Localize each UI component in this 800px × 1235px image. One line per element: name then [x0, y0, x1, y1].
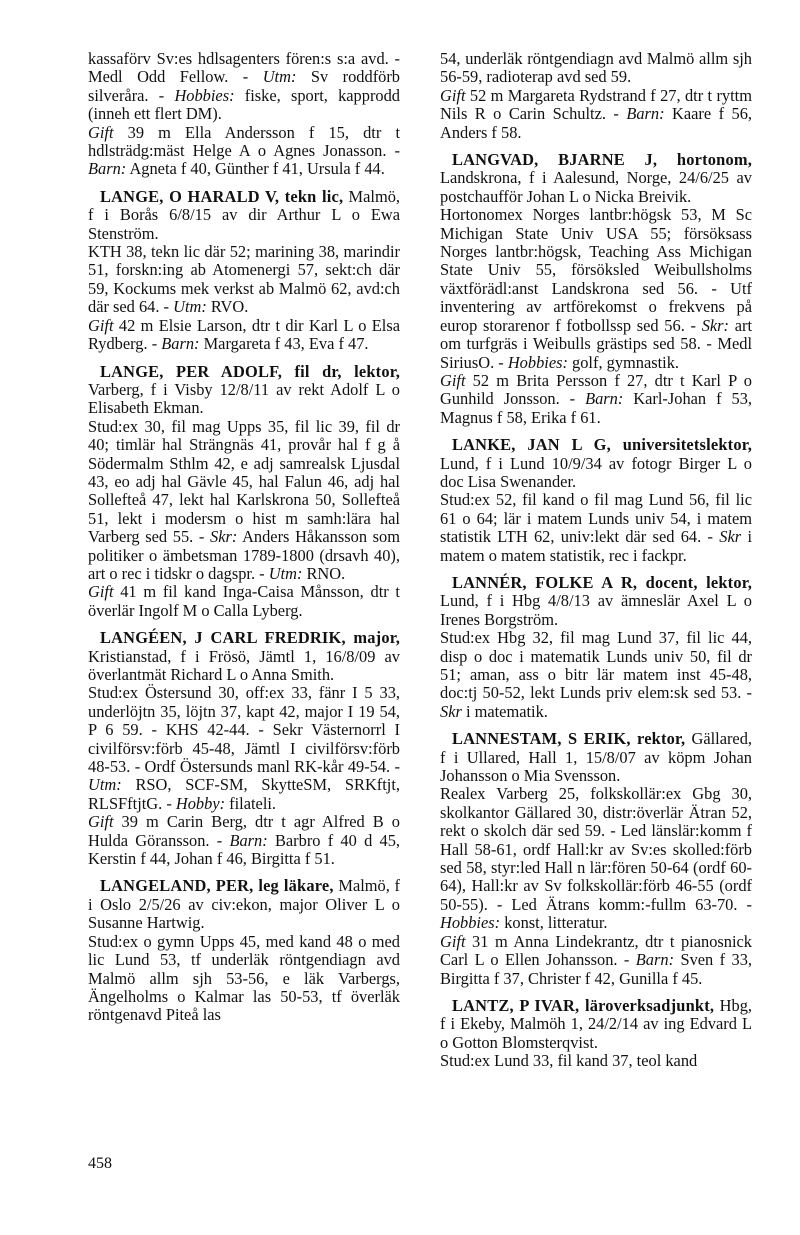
entry-text: fiske, sport, kapprodd (inneh ett flert DM). — [88, 85, 400, 124]
entry-name: LANGVAD, BJARNE J, hortonom, — [452, 150, 752, 170]
entry-text: Stud:ex 52, fil kand o fil mag Lund 56, fil lic 61 o 64; lär i matem Lunds univ 54, i matem statistik LTH 62, univ:lekt där sed 64. - — [440, 490, 752, 547]
entry-text: Margareta f 43, Eva f 47. — [199, 334, 369, 354]
entry-name: LANNÉR, FOLKE A R, docent, lektor, — [452, 572, 752, 592]
biography-entry-continued — [440, 50, 752, 142]
field-label: Gift — [440, 85, 466, 105]
entry-text: 31 m Anna Lindekrantz, dtr t pianosnick Carl L o Ellen Johansson. - — [440, 931, 752, 970]
entry-text: RNO. — [302, 563, 346, 583]
entry-text: Agneta f 40, Günther f 41, Ursula f 44. — [126, 159, 385, 179]
entry-text: Sv roddförb silveråra. - — [88, 67, 400, 105]
entry-paragraph — [88, 363, 400, 418]
field-label: Hobbies: — [174, 85, 235, 105]
biography-entry — [440, 151, 752, 427]
field-label: Barn: — [229, 830, 268, 850]
entry-text: KTH 38, tekn lic där 52; marining 38, marindir 51, forskn:ing ab Atomenergi 57, sekt:ch där 59, Kockums mek verkst ab Malmö 62, avd:ch där sed 64. - — [88, 242, 400, 317]
entry-paragraph — [440, 574, 752, 629]
entry-paragraph — [440, 933, 752, 988]
right-column — [440, 50, 752, 1080]
entry-text: Anders Håkansson som politiker o ämbetsman 1789-1800 (drsavh 40), art o rec i tidskr o dagspr. - — [88, 527, 400, 583]
field-label: Hobbies: — [440, 913, 501, 933]
biography-entry-continued — [88, 50, 400, 179]
entry-text: Kaare f 56, Anders f 58. — [440, 104, 753, 142]
biography-entry — [440, 574, 752, 721]
field-label: Gift — [440, 370, 466, 390]
entry-name: LANGE, O HARALD V, tekn lic, — [100, 186, 344, 206]
entry-text: Stud:ex Lund 33, fil kand 37, teol kand — [440, 1051, 698, 1071]
entry-name: LANGÉEN, J CARL FREDRIK, major, — [100, 628, 400, 648]
entry-paragraph — [88, 317, 400, 354]
entry-paragraph — [88, 933, 400, 1025]
entry-text: RSO, SCF-SM, SkytteSM, SRKftjt, RLSFftjtG. - — [88, 775, 400, 813]
biography-entry — [440, 730, 752, 988]
biography-entry — [88, 877, 400, 1024]
entry-paragraph — [440, 730, 752, 785]
biography-entry — [88, 363, 400, 621]
entry-text: Karl-Johan f 53, Magnus f 58, Erika f 61. — [440, 389, 752, 427]
entry-text: Stud:ex 30, fil mag Upps 35, fil lic 39, fil dr 40; timlär hal Strängnäs 41, provår hal f g å Södermalm Sthlm 42, e adj samrealsk Ljusdal 43, eo adj hal Gävle 45, hal Falun 46, adj hal Sollefteå 47, lekt hal Karlskrona 50, Sollefteå 51, lekt i modersm o hist m samh:lära hal Varberg sed 55. - — [88, 416, 400, 547]
entry-paragraph — [88, 877, 400, 932]
entry-paragraph — [440, 50, 752, 87]
entry-paragraph — [88, 243, 400, 317]
entry-text: Kristianstad, f i Frösö, Jämtl 1, 16/8/09 av överlantmät Richard L o Anna Smith. — [88, 646, 400, 684]
entry-name: LANTZ, P IVAR, läroverksadjunkt, — [452, 995, 715, 1015]
entry-text: Varberg, f i Visby 12/8/11 av rekt Adolf L o Elisabeth Ekman. — [88, 379, 400, 418]
field-label: Barn: — [626, 104, 665, 124]
entry-text: Hbg, f i Ekeby, Malmöh 1, 24/2/14 av ing Edvard L o Gotton Blomsterqvist. — [440, 995, 752, 1052]
entry-paragraph — [440, 87, 752, 142]
entry-paragraph — [88, 50, 400, 124]
field-label: Barn: — [161, 334, 200, 354]
field-label: Skr: — [701, 315, 729, 335]
entry-paragraph — [440, 436, 752, 491]
entry-paragraph — [88, 124, 400, 179]
field-label: Gift — [88, 122, 114, 142]
entry-paragraph — [440, 629, 752, 721]
biography-entry — [88, 188, 400, 354]
entry-text: filateli. — [225, 793, 277, 813]
field-label: Gift — [88, 582, 114, 602]
column-divider — [424, 44, 425, 1154]
entry-paragraph — [88, 684, 400, 813]
left-column — [88, 50, 400, 1034]
entry-text: Stud:ex Östersund 30, off:ex 33, fänr I 5 33, underlöjtn 35, löjtn 37, kapt 42, major I 19 54, P 6 59. - KHS 42-44. - Sekr Västernorrl I civilförsv:förb 45-48, Jämtl I civilförsv:förb 48-53. - Ordf Östersunds manl RK-kår 49-54. - — [88, 683, 400, 777]
biography-entry — [88, 629, 400, 868]
entry-paragraph — [440, 151, 752, 206]
field-label: Barn: — [88, 159, 127, 179]
page-number: 458 — [88, 1155, 112, 1172]
entry-text: Realex Varberg 25, folkskollär:ex Gbg 30, skolkantor Gällared 30, distr:överlär Ätran 52, rekt o skolch där sed 59. - Led länslär:komm f Hall 58-61, ordf Hall:kr av Sv:es skolled:förb sed 58, styr:led Hall n lär:fören 50-64 (ordf 60-64), Hall:kr av Sv folkskollär:förb 46-55 (ordf 50-55). - Led Ätrans komm:-fullm 63-70. - — [440, 784, 752, 914]
entry-text: Hortonomex Norges lantbr:högsk 53, M Sc Michigan State Univ USA 55; försöksass Norges lantbr:högsk, Teaching Ass Michigan State Univ 55, försöksled Weibullsholms växtförädl:anst Landskrona sed 56. - Utf inventering av artförekomst o frekvens på europ storarenor f fotbollssp sed 56. - — [440, 205, 752, 335]
entry-text: i matematik. — [461, 701, 548, 721]
entry-text: Stud:ex Hbg 32, fil mag Lund 37, fil lic 44, disp o doc i matematik Lunds univ 50, fil dr 51; aman, ass o bitr lär matem inst 45-48, doc:tj 50-52, lekt Lunds priv elem:sk sed 53. - — [440, 628, 752, 703]
field-label: Utm: — [262, 67, 297, 87]
field-label: Utm: — [88, 775, 122, 795]
entry-text: Malmö, f i Borås 6/8/15 av dir Arthur L o Ewa Stenström. — [88, 186, 400, 243]
entry-paragraph — [88, 813, 400, 868]
field-label: Utm: — [268, 563, 303, 583]
entry-text: kassaförv Sv:es hdlsagenters fören:s s:a avd. - Medl Odd Fellow. - — [88, 49, 400, 87]
entry-paragraph — [440, 372, 752, 427]
entry-paragraph — [440, 206, 752, 372]
entry-text: 42 m Elsie Larson, dtr t dir Karl L o Elsa Rydberg. - — [88, 315, 400, 354]
field-label: Barn: — [635, 950, 675, 970]
entry-paragraph — [440, 491, 752, 565]
entry-text: golf, gymnastik. — [567, 352, 680, 372]
field-label: Gift — [88, 812, 114, 832]
entry-text: Lund, f i Lund 10/9/34 av fotogr Birger L o doc Lisa Swenander. — [440, 453, 752, 491]
field-label: Skr — [440, 701, 462, 721]
entry-paragraph — [440, 785, 752, 932]
entry-text: Gällared, f i Ullared, Hall 1, 15/8/07 av köpm Johan Johansson o Mia Svensson. — [440, 729, 752, 786]
entry-text: konst, litteratur. — [500, 913, 608, 933]
entry-paragraph — [440, 1052, 752, 1070]
entry-name: LANGE, PER ADOLF, fil dr, lektor, — [100, 361, 400, 381]
entry-text: 39 m Carin Berg, dtr t agr Alfred B o Hulda Göransson. - — [88, 812, 400, 850]
entry-text: 54, underläk röntgendiagn avd Malmö allm sjh 56-59, radioterap avd sed 59. — [440, 49, 752, 87]
entry-paragraph — [88, 583, 400, 620]
field-label: Hobby: — [175, 793, 226, 813]
entry-text: i matem o matem statistik, rec i fackpr. — [440, 527, 752, 565]
entry-text: Barbro f 40 d 45, Kerstin f 44, Johan f 46, Birgitta f 51. — [88, 830, 400, 869]
entry-text: Stud:ex o gymn Upps 45, med kand 48 o med lic Lund 53, tf underläk röntgendiagn avd Malmö allm sjh 53-56, e läk Varbergs, Ängelholms o Kalmar las 50-53, tf överläk röntgenavd Piteå las — [88, 931, 400, 1025]
entry-text: art om turfgräs i Weibulls grästips sed 58. - Medl SiriusO. - — [440, 315, 753, 372]
entry-text: 39 m Ella Andersson f 15, dtr t hdlsträdg:mäst Helge A o Agnes Jonasson. - — [88, 122, 400, 161]
entry-name: LANNESTAM, S ERIK, rektor, — [452, 729, 686, 749]
biography-entry — [440, 436, 752, 565]
field-label: Gift — [440, 931, 466, 951]
field-label: Gift — [88, 315, 114, 335]
entry-name: LANGELAND, PER, leg läkare, — [100, 876, 334, 896]
entry-text: RVO. — [206, 297, 249, 317]
entry-text: Lund, f i Hbg 4/8/13 av ämneslär Axel L o Irenes Borgström. — [440, 591, 752, 629]
field-label: Skr: — [210, 527, 238, 547]
entry-text: 41 m fil kand Inga-Caisa Månsson, dtr t överlär Ingolf M o Calla Lyberg. — [88, 582, 400, 620]
field-label: Skr — [719, 527, 742, 547]
entry-paragraph — [88, 188, 400, 243]
field-label: Hobbies: — [507, 352, 568, 372]
entry-text: 52 m Brita Persson f 27, dtr t Karl P o Gunhild Jonsson. - — [440, 370, 752, 409]
field-label: Utm: — [173, 297, 207, 317]
entry-paragraph — [440, 997, 752, 1052]
entry-text: Sven f 33, Birgitta f 37, Christer f 42, Gunilla f 45. — [440, 950, 752, 988]
entry-paragraph — [88, 629, 400, 684]
entry-paragraph — [88, 418, 400, 584]
entry-name: LANKE, JAN L G, universitetslektor, — [452, 435, 752, 455]
entry-text: 52 m Margareta Rydstrand f 27, dtr t ryttm Nils R o Carin Schultz. - — [440, 85, 752, 124]
entry-text: Landskrona, f i Aalesund, Norge, 24/6/25 av postchaufför Johan L o Nicka Breivik. — [440, 168, 752, 206]
entry-text: Malmö, f i Oslo 2/5/26 av civ:ekon, major Oliver L o Susanne Hartwig. — [88, 876, 400, 933]
biography-entry — [440, 997, 752, 1071]
field-label: Barn: — [585, 389, 624, 409]
